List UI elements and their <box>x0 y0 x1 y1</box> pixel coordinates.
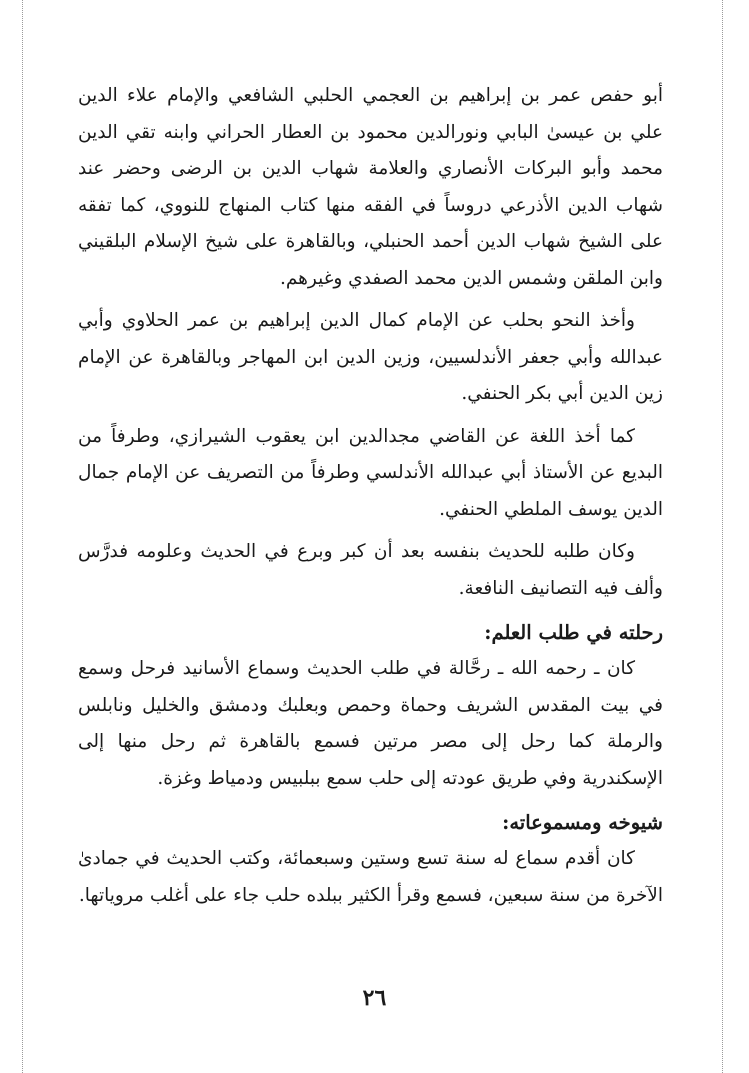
paragraph-hadith-study: وكان طلبه للحديث بنفسه بعد أن كبر وبرع في الحديث وعلومه فدرَّس وألف فيه التصانيف النافعة. <box>78 541 663 599</box>
page-number: ٢٦ <box>362 985 387 1011</box>
paragraph-travels: كان ـ رحمه الله ـ رحَّالة في طلب الحديث وسماع الأسانيد فرحل وسمع في بيت المقدس الشريف وحماة وحمص وبعلبك ودمشق والخليل ونابلس والرملة كما رحل إلى مصر مرتين فسمع بالقاهرة ثم رحل منها إلى الإسكندرية وفي طريق عودته إلى حلب سمع ببلبيس ودمياط وغزة. <box>78 658 663 789</box>
left-margin-guide <box>22 0 23 1073</box>
paragraph-first-hearing: كان أقدم سماع له سنة تسع وستين وسبعمائة، وكتب الحديث في جمادىٰ الآخرة من سنة سبعين، فسمع وقرأ الكثير ببلده حلب جاء على أغلب مروياتها. <box>78 848 663 906</box>
right-margin-guide <box>722 0 723 1073</box>
heading-travels: رحلته في طلب العلم: <box>484 621 663 644</box>
paragraph-language: كما أخذ اللغة عن القاضي مجدالدين ابن يعقوب الشيرازي، وطرفاً من البديع عن الأستاذ أبي عبدالله الأندلسي وطرفاً من التصريف عن الإمام جمال الدين يوسف الملطي الحنفي. <box>78 425 663 520</box>
heading-teachers: شيوخه ومسموعاته: <box>502 811 663 834</box>
paragraph-grammar: وأخذ النحو بحلب عن الإمام كمال الدين إبراهيم بن عمر الحلاوي وأبي عبدالله وأبي جعفر الأندلسيين، وزين الدين ابن المهاجر وبالقاهرة عن الإمام زين الدين أبي بكر الحنفي. <box>78 310 663 404</box>
page-body <box>78 78 663 914</box>
paragraph-teachers-list: أبو حفص عمر بن إبراهيم بن العجمي الحلبي الشافعي والإمام علاء الدين علي بن عيسىٰ البابي ونورالدين محمود بن العطار الحراني وابنه تقي الدين محمد وأبو البركات الأنصاري والعلامة شهاب الدين بن الرضى وحضر عند شهاب الدين الأذرعي دروساً في الفقه منها كتاب المنهاج للنووي، كما تفقه على الشيخ شهاب الدين أحمد الحنبلي، وبالقاهرة على شيخ الإسلام البلقيني وابن الملقن وشمس الدين محمد الصفدي وغيرهم. <box>78 85 663 289</box>
